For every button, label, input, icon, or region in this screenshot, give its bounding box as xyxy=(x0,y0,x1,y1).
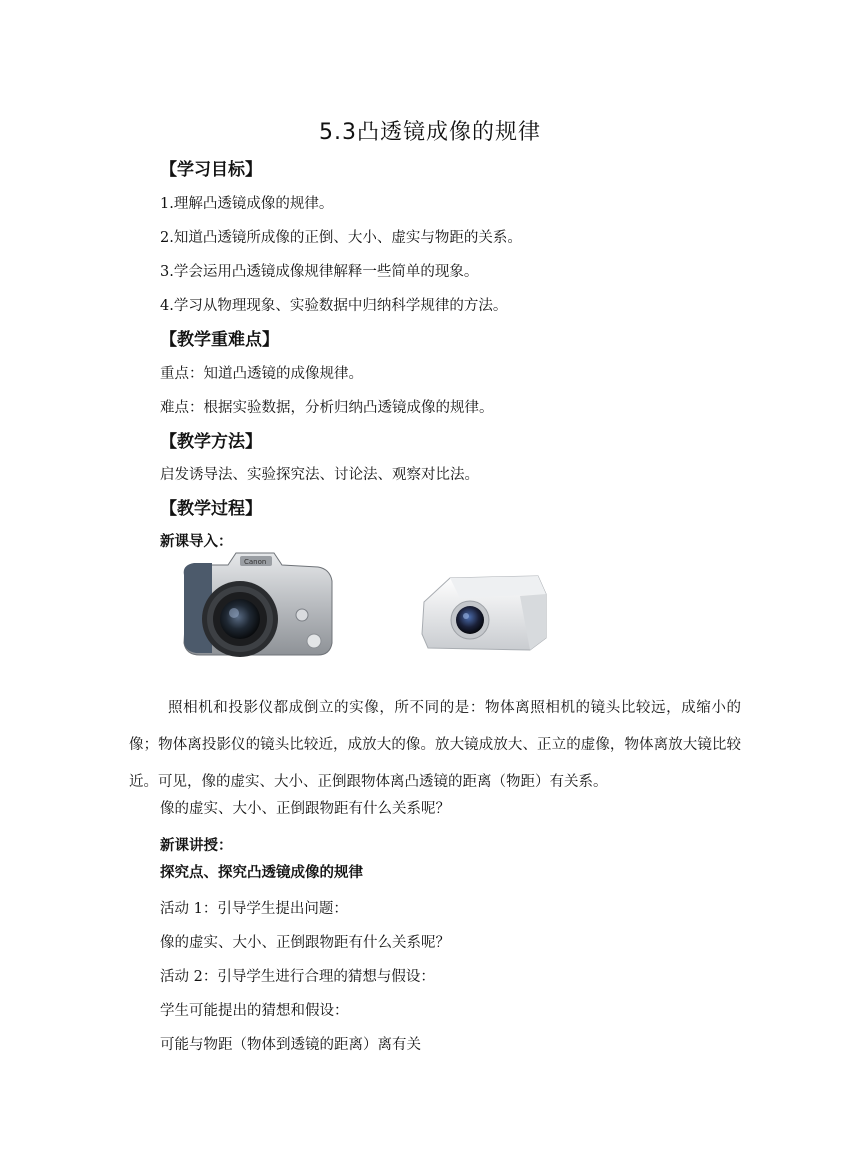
hypothesis-text: 可能与物距（物体到透镜的距离）离有关 xyxy=(160,1037,421,1053)
methods-heading: 【教学方法】 xyxy=(160,432,262,452)
intro-paragraph: 照相机和投影仪都成倒立的实像，所不同的是：物体离照相机的镜头比较远，成缩小的像；物体离投影仪的镜头比较近，成放大的像。放大镜成放大、正立的虚像，物体离放大镜比较近。可见，像的虚实、大小、正倒跟物体离凸透镜的距离（物距）有关系。 xyxy=(129,700,741,790)
hypothesis-label: 学生可能提出的猜想和假设： xyxy=(160,1003,349,1019)
lecture-label: 新课讲授： xyxy=(160,838,233,854)
explore-label: 探究点、探究凸透镜成像的规律 xyxy=(160,865,363,881)
process-heading: 【教学过程】 xyxy=(160,499,262,519)
activity2-text: 活动 2：引导学生进行合理的猜想与假设： xyxy=(160,969,435,985)
objectives-heading: 【学习目标】 xyxy=(160,160,262,180)
objective-item: 4.学习从物理现象、实验数据中归纳科学规律的方法。 xyxy=(160,298,508,314)
camera-image xyxy=(178,545,336,660)
methods-text: 启发诱导法、实验探究法、讨论法、观察对比法。 xyxy=(160,467,479,483)
objective-item: 2.知道凸透镜所成像的正倒、大小、虚实与物距的关系。 xyxy=(160,230,522,246)
activity1-text: 活动 1：引导学生提出问题： xyxy=(160,901,348,917)
intro-label: 新课导入： xyxy=(160,534,233,550)
key-points-heading: 【教学重难点】 xyxy=(160,330,279,350)
key-point-item: 重点：知道凸透镜的成像规律。 xyxy=(160,366,363,382)
camera-brand-label: Canon xyxy=(244,558,267,566)
key-point-item: 难点：根据实验数据，分析归纳凸透镜成像的规律。 xyxy=(160,400,494,416)
objective-item: 3.学会运用凸透镜成像规律解释一些简单的现象。 xyxy=(160,264,479,280)
question-text: 像的虚实、大小、正倒跟物距有什么关系呢？ xyxy=(160,801,450,817)
activity1-question: 像的虚实、大小、正倒跟物距有什么关系呢？ xyxy=(160,935,450,951)
page-title: 5.3凸透镜成像的规律 xyxy=(319,120,541,145)
projector-image xyxy=(420,572,548,652)
objective-item: 1.理解凸透镜成像的规律。 xyxy=(160,196,334,212)
